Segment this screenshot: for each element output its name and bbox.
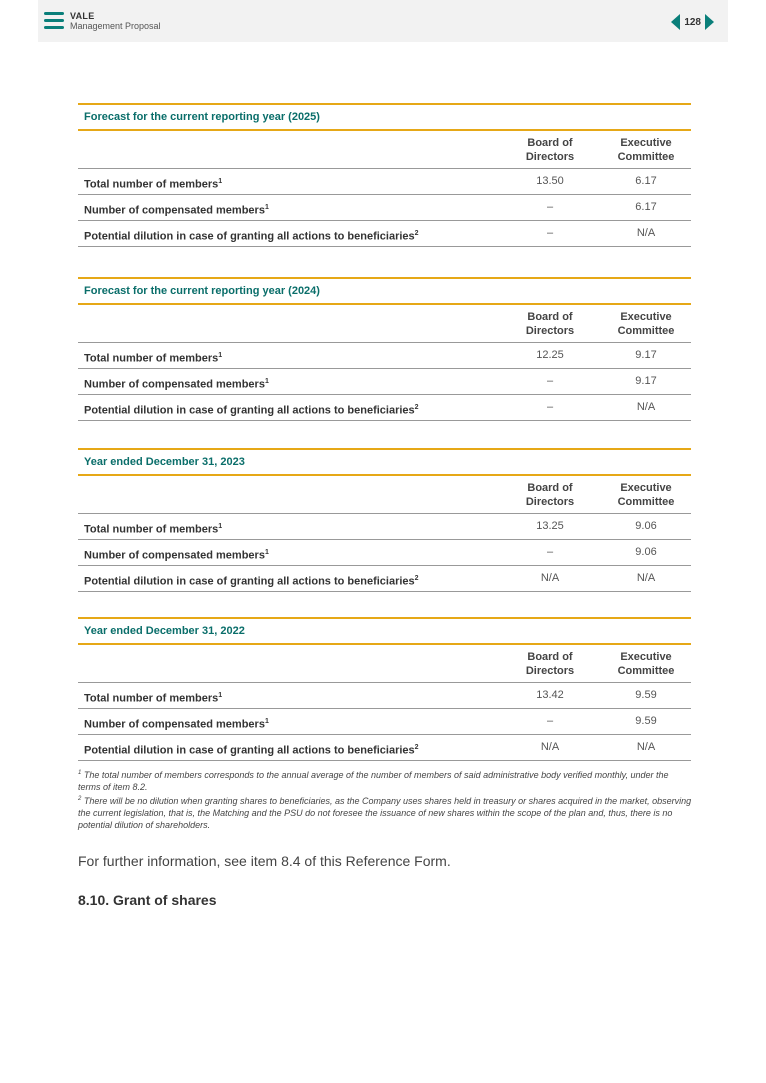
table-row (78, 540, 691, 566)
table-row (78, 395, 691, 421)
row-label: Number of compensated members$^1$ (84, 549, 269, 562)
col-board-header: Board of Directors (525, 311, 575, 337)
table-row (78, 735, 691, 761)
cell-board: – (546, 375, 554, 387)
cell-exec: 9.17 (635, 349, 657, 361)
table-title: Forecast for the current reporting year (2025) (78, 103, 691, 131)
col-exec-header: Executive Committee (617, 137, 675, 163)
table-row (78, 343, 691, 369)
brand-name: VALE (70, 11, 95, 21)
table-title: Forecast for the current reporting year (2024) (78, 277, 691, 305)
cell-exec: 9.17 (635, 375, 657, 387)
table-row (78, 514, 691, 540)
page-header (38, 0, 728, 42)
cell-board: – (546, 201, 554, 213)
cell-board: – (546, 715, 554, 727)
table-row (78, 221, 691, 247)
section-heading: 8.10. Grant of shares (78, 892, 217, 908)
row-label: Number of compensated members$^1$ (84, 718, 269, 731)
col-exec-header: Executive Committee (617, 651, 675, 677)
col-board-header: Board of Directors (525, 651, 575, 677)
col-board-header: Board of Directors (525, 137, 575, 163)
table-2025 (78, 103, 691, 247)
cell-exec: 9.06 (635, 546, 657, 558)
page-number: 128 (684, 16, 701, 28)
cell-exec: N/A (636, 227, 656, 239)
row-label: Potential dilution in case of granting all actions to beneficiaries$^2$ (84, 404, 419, 417)
cell-exec: 9.06 (635, 520, 657, 532)
col-exec-header: Executive Committee (617, 311, 675, 337)
cell-board: 12.25 (536, 349, 564, 361)
cell-exec: N/A (636, 401, 656, 413)
table-title: Year ended December 31, 2022 (78, 617, 691, 645)
table-header (78, 131, 691, 169)
next-page-icon[interactable] (705, 14, 714, 30)
cell-exec: N/A (636, 741, 656, 753)
row-label: Potential dilution in case of granting all actions to beneficiaries$^2$ (84, 744, 419, 757)
cell-board: N/A (540, 572, 560, 584)
menu-icon[interactable] (44, 12, 64, 30)
table-header (78, 305, 691, 343)
footnote-1: $^1$ The total number of members corresponds to the annual average of the number of members of said administrative body verified monthly, under the terms of item 8.2. (78, 770, 669, 792)
row-label: Number of compensated members$^1$ (84, 378, 269, 391)
cell-board: 13.42 (536, 689, 564, 701)
cell-exec: 6.17 (635, 175, 657, 187)
cell-board: – (546, 546, 554, 558)
table-title: Year ended December 31, 2023 (78, 448, 691, 476)
cell-exec: 6.17 (635, 201, 657, 213)
further-info-text: For further information, see item 8.4 of this Reference Form. (78, 853, 451, 869)
row-label: Total number of members$^1$ (84, 523, 223, 536)
table-header (78, 476, 691, 514)
table-row (78, 369, 691, 395)
row-label: Number of compensated members$^1$ (84, 204, 269, 217)
table-row (78, 169, 691, 195)
footnote-2: $^2$ There will be no dilution when granting shares to beneficiaries, as the Company uses shares held in treasury or shares acquired in the market, observing the current legislation, that is, the Matching and the PSU do not foresee the issuance of new shares within the scope of the plan and, thus, there is no potential dilution of shareholders. (78, 796, 692, 830)
table-row (78, 566, 691, 592)
table-row (78, 709, 691, 735)
cell-board: 13.50 (536, 175, 564, 187)
cell-exec: 9.59 (635, 689, 657, 701)
document-subtitle: Management Proposal (70, 21, 161, 31)
col-exec-header: Executive Committee (617, 482, 675, 508)
col-board-header: Board of Directors (525, 482, 575, 508)
row-label: Potential dilution in case of granting all actions to beneficiaries$^2$ (84, 230, 419, 243)
table-2024 (78, 277, 691, 421)
cell-board: 13.25 (536, 520, 564, 532)
footnotes (78, 767, 693, 831)
table-2022 (78, 617, 691, 761)
cell-board: – (546, 401, 554, 413)
table-header (78, 645, 691, 683)
previous-page-icon[interactable] (671, 14, 680, 30)
table-row (78, 195, 691, 221)
row-label: Total number of members$^1$ (84, 692, 223, 705)
pager (671, 14, 714, 30)
row-label: Potential dilution in case of granting all actions to beneficiaries$^2$ (84, 575, 419, 588)
row-label: Total number of members$^1$ (84, 178, 223, 191)
table-row (78, 683, 691, 709)
cell-board: – (546, 227, 554, 239)
row-label: Total number of members$^1$ (84, 352, 223, 365)
table-2023 (78, 448, 691, 592)
cell-exec: 9.59 (635, 715, 657, 727)
cell-exec: N/A (636, 572, 656, 584)
cell-board: N/A (540, 741, 560, 753)
